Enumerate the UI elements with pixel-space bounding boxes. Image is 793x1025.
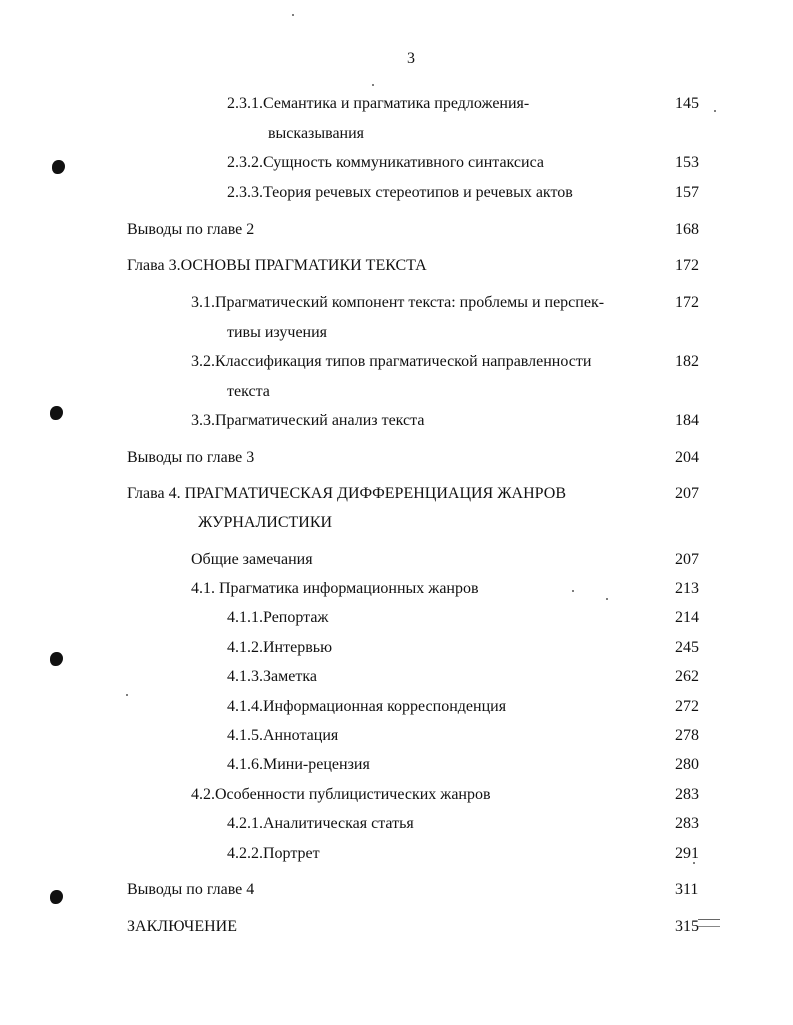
- scan-speck: [292, 14, 294, 16]
- scan-speck: [572, 590, 574, 592]
- toc-entry-text: текста: [227, 383, 270, 400]
- toc-entry-page: 262: [675, 668, 699, 685]
- toc-entry-text: 2.3.3.Теория речевых стереотипов и речевых актов: [227, 184, 573, 201]
- punch-hole-mark: [50, 890, 63, 904]
- toc-entry-text: Общие замечания: [191, 551, 313, 568]
- toc-entry-text: 3.1.Прагматический компонент текста: проблемы и перспек-: [191, 294, 605, 311]
- toc-entry-page: 172: [675, 257, 699, 274]
- toc-entry-page: 283: [675, 815, 699, 832]
- toc-entry-text: 4.1.4.Информационная корреспонденция: [227, 698, 507, 715]
- toc-entry-text: 4.1.3.Заметка: [227, 668, 317, 685]
- toc-entry-text: 4.1. Прагматика информационных жанров: [191, 580, 479, 597]
- toc-entry-text: 4.1.2.Интервью: [227, 639, 333, 656]
- toc-entry-text: высказывания: [268, 125, 365, 142]
- toc-entry-page: 245: [675, 639, 699, 656]
- toc-entry-text: 4.2.Особенности публицистических жанров: [191, 786, 491, 803]
- toc-entry-text: 3.3.Прагматический анализ текста: [191, 412, 425, 429]
- toc-entry-text: 3.2.Классификация типов прагматической направленности: [191, 353, 592, 370]
- toc-entry-text: Глава 3.ОСНОВЫ ПРАГМАТИКИ ТЕКСТА: [127, 257, 427, 274]
- toc-entry-page: 157: [675, 184, 699, 201]
- toc-entry-page: 153: [675, 154, 699, 171]
- toc-entry-page: 204: [675, 449, 699, 466]
- toc-entry-text: тивы изучения: [227, 324, 328, 341]
- toc-entry-page: 145: [675, 95, 699, 112]
- toc-entry-text: 2.3.1.Семантика и прагматика предложения-: [227, 95, 530, 112]
- toc-entry-text: 4.2.1.Аналитическая статья: [227, 815, 414, 832]
- page-number: 3: [407, 50, 415, 67]
- toc-entry-page: 182: [675, 353, 699, 370]
- toc-entry-text: Выводы по главе 2: [127, 221, 255, 238]
- scan-speck: [126, 694, 128, 696]
- punch-hole-mark: [50, 652, 63, 666]
- toc-entry-text: 4.2.2.Портрет: [227, 845, 320, 862]
- toc-entry-page: 213: [675, 580, 699, 597]
- toc-entry-page: 311: [675, 881, 699, 898]
- toc-entry-text: ЖУРНАЛИСТИКИ: [198, 514, 333, 531]
- toc-entry-text: Выводы по главе 4: [127, 881, 255, 898]
- scan-speck: [693, 862, 695, 864]
- toc-entry-page: 172: [675, 294, 699, 311]
- toc-entry-text: Выводы по главе 3: [127, 449, 255, 466]
- toc-entry-page: 214: [675, 609, 699, 626]
- scan-speck: [606, 598, 608, 600]
- toc-entry-text: 2.3.2.Сущность коммуникативного синтаксиса: [227, 154, 544, 171]
- punch-hole-mark: [52, 160, 65, 174]
- toc-entry-text: 4.1.5.Аннотация: [227, 727, 339, 744]
- toc-entry-page: 283: [675, 786, 699, 803]
- toc-entry-text: 4.1.1.Репортаж: [227, 609, 329, 626]
- toc-entry-page: 207: [675, 485, 699, 502]
- toc-entry-text: ЗАКЛЮЧЕНИЕ: [127, 918, 237, 935]
- toc-entry-page: 272: [675, 698, 699, 715]
- scan-speck: [372, 84, 374, 86]
- toc-entry-page: 278: [675, 727, 699, 744]
- toc-entry-page: 184: [675, 412, 699, 429]
- toc-entry-page: 280: [675, 756, 699, 773]
- toc-entry-page: 207: [675, 551, 699, 568]
- scan-speck: [714, 110, 716, 112]
- toc-entry-text: 4.1.6.Мини-рецензия: [227, 756, 370, 773]
- scan-smudge: [698, 919, 720, 927]
- toc-entry-page: 315: [675, 918, 699, 935]
- toc-entry-page: 291: [675, 845, 699, 862]
- toc-entry-text: Глава 4. ПРАГМАТИЧЕСКАЯ ДИФФЕРЕНЦИАЦИЯ ЖАНРОВ: [127, 485, 566, 502]
- toc-entry-page: 168: [675, 221, 699, 238]
- punch-hole-mark: [50, 406, 63, 420]
